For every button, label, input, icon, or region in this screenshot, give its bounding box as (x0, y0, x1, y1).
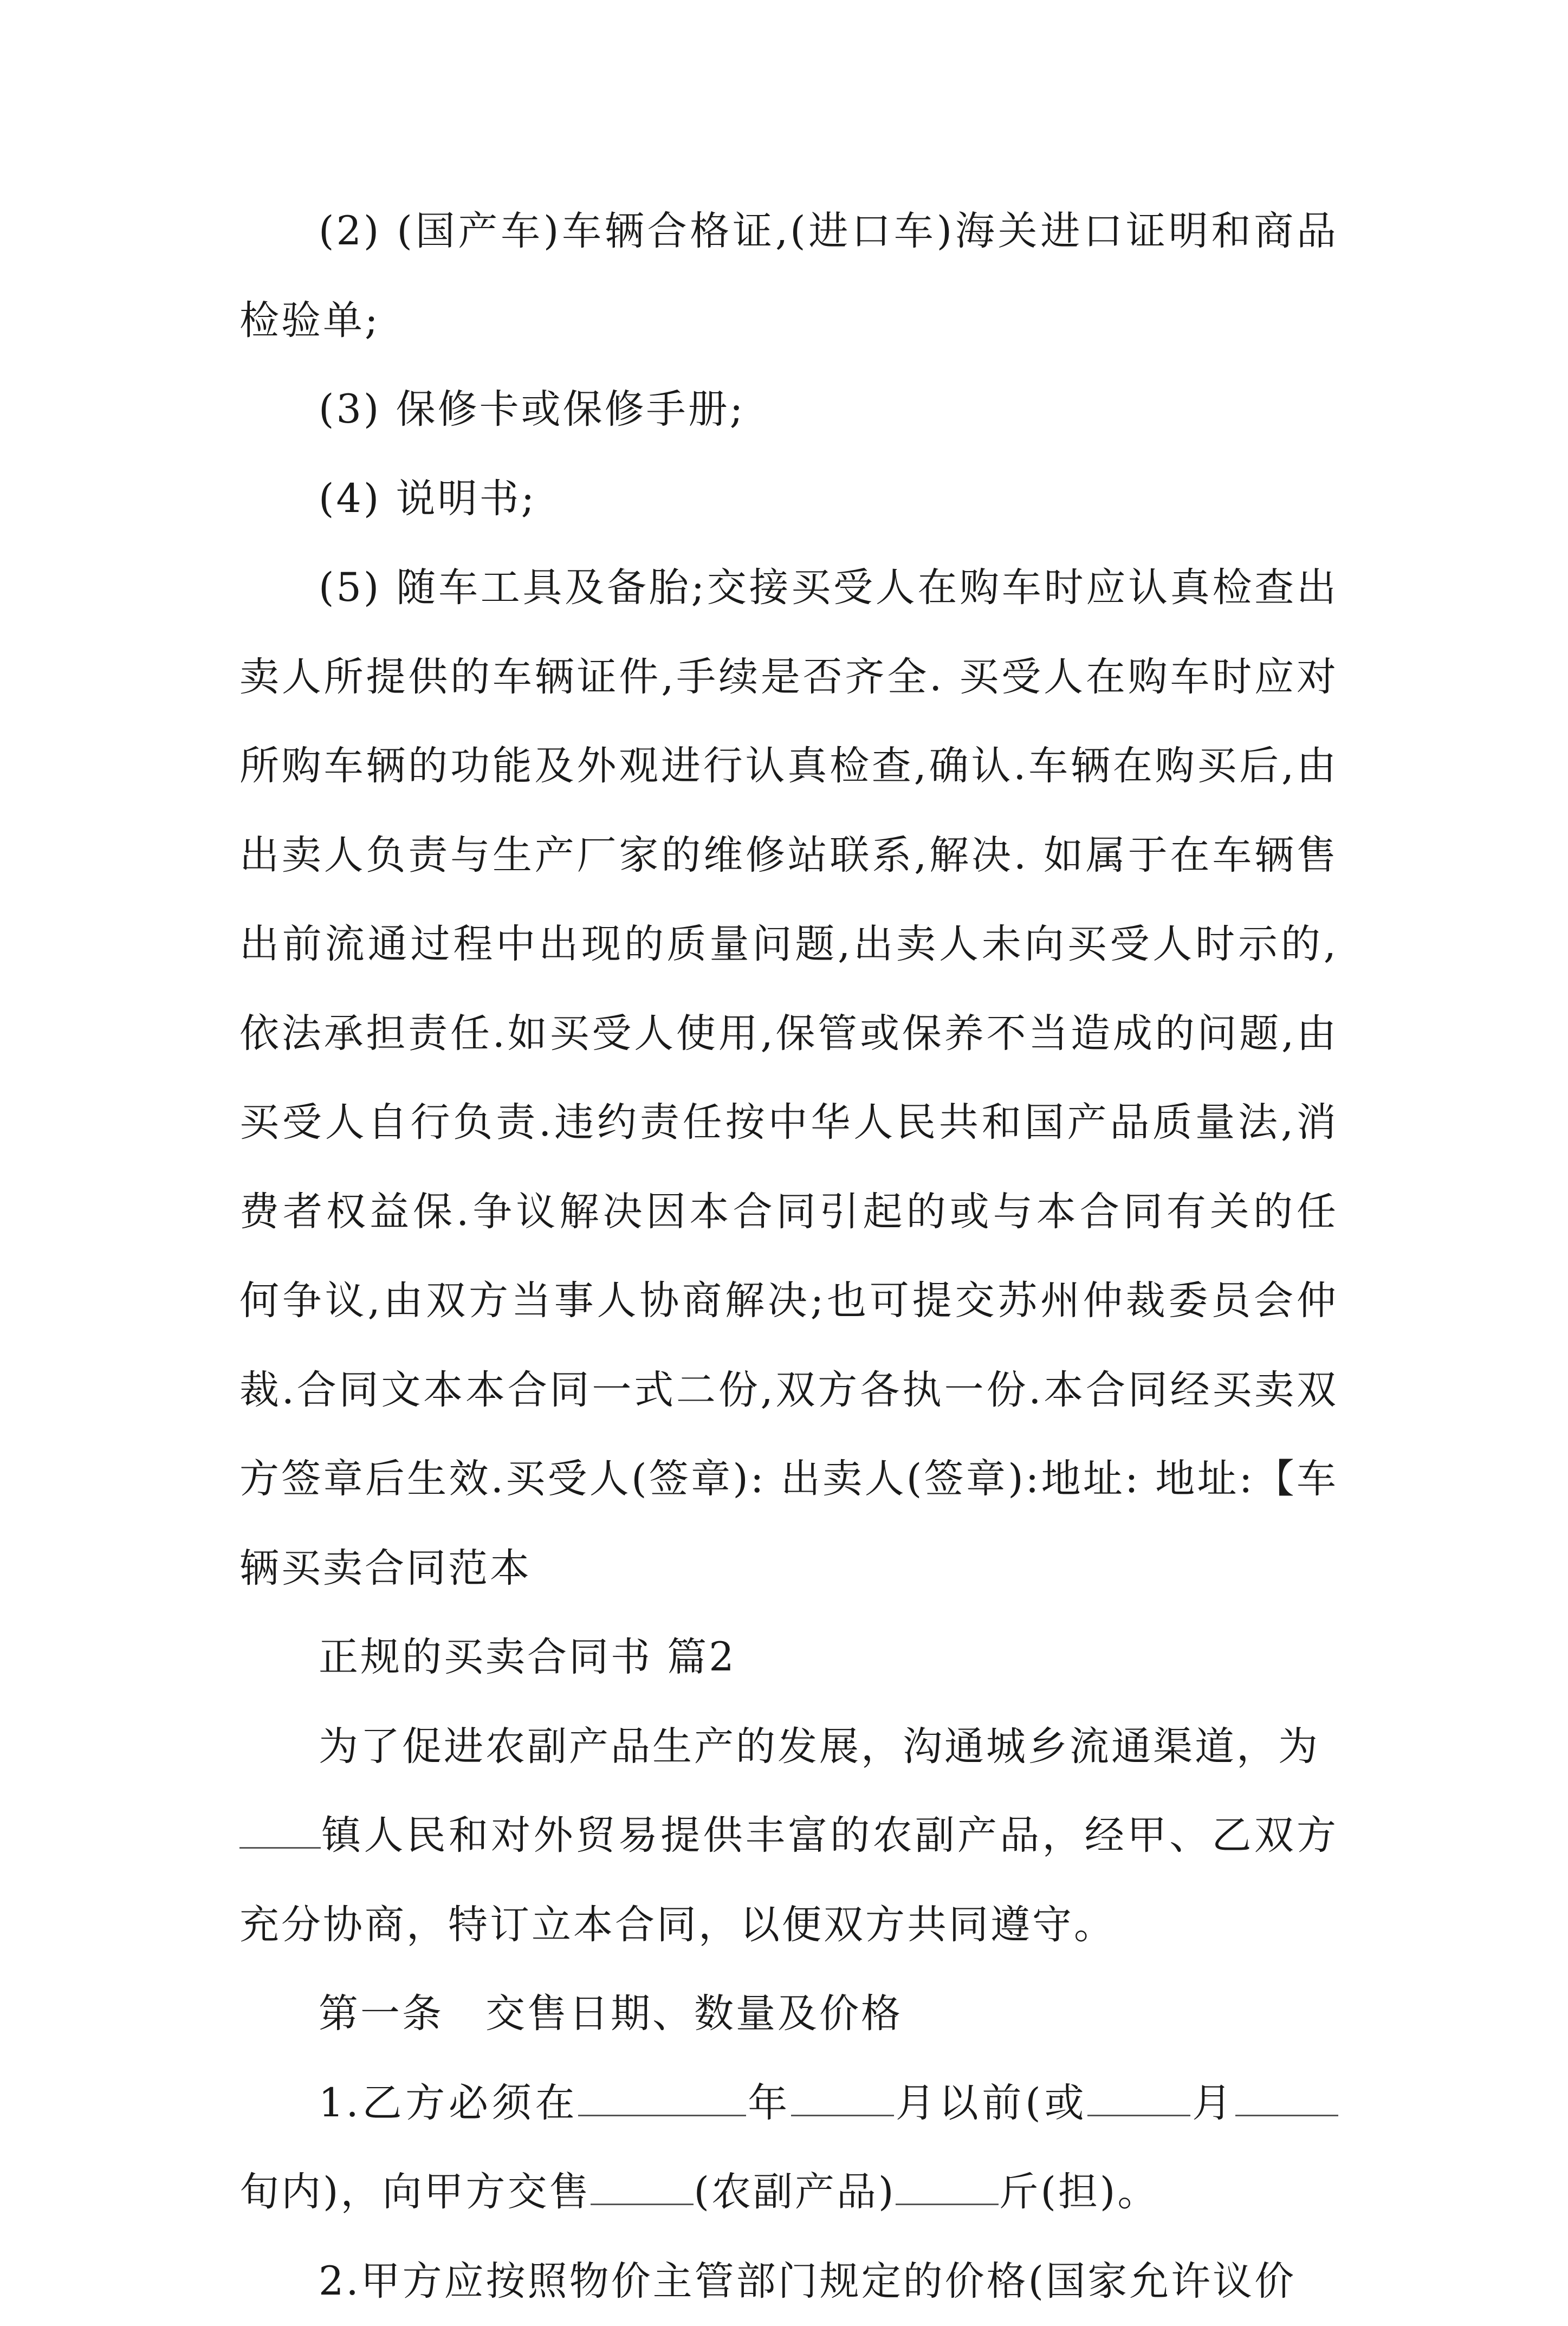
paragraph-purpose: 为了促进农副产品生产的发展，沟通城乡流通渠道，为 (239, 1702, 1338, 1792)
blank-line (591, 2171, 694, 2205)
blank-line (791, 2082, 894, 2116)
document-body (239, 187, 1338, 2326)
item-text: 1.乙方必须在 (319, 2080, 578, 2126)
paragraph-purpose-continued (239, 1791, 1338, 1969)
section-heading-part-2: 正规的买卖合同书 篇2 (239, 1613, 1338, 1702)
blank-line (896, 2171, 999, 2205)
blank-line (578, 2082, 746, 2116)
item-text: (农副产品) (694, 2169, 896, 2215)
item-text: 年 (746, 2080, 791, 2126)
paragraph-vehicle-certificate: (2) (国产车)车辆合格证,(进口车)海关进口证明和商品检验单; (239, 187, 1338, 365)
item-text: 月 (1190, 2080, 1235, 2126)
paragraph-warranty-card: (3) 保修卡或保修手册; (239, 365, 1338, 455)
item-text: 斤(担)。 (999, 2169, 1159, 2215)
blank-line (1087, 2082, 1190, 2116)
article-1-title: 第一条 交售日期、数量及价格 (239, 1969, 1338, 2059)
article-1-item-2: 2.甲方应按照物价主管部门规定的价格(国家允许议价 (239, 2237, 1338, 2326)
blank-line (239, 1815, 321, 1849)
blank-line (1235, 2082, 1338, 2116)
article-1-item-1 (239, 2059, 1338, 2237)
paragraph-manual: (4) 说明书; (239, 455, 1338, 544)
item-text: 旬内)，向甲方交售 (239, 2169, 591, 2215)
paragraph-tools-and-terms: (5) 随车工具及备胎;交接买受人在购车时应认真检查出卖人所提供的车辆证件,手续是否齐全. 买受人在购车时应对所购车辆的功能及外观进行认真检查,确认.车辆在购买后,由出卖人负责与生产厂家的维修站联系,解决. 如属于在车辆售出前流通过程中出现的质量问题,出卖人未向买受人时示的,依法承担责任.如买受人使用,保管或保养不当造成的问题,由买受人自行负责.违约责任按中华人民共和国产品质量法,消费者权益保.争议解决因本合同引起的或与本合同有关的任何争议,由双方当事人协商解决;也可提交苏州仲裁委员会仲裁.合同文本本合同一式二份,双方各执一份.本合同经买卖双方签章后生效.买受人(签章): 出卖人(签章):地址: 地址:【车辆买卖合同范本 (239, 543, 1338, 1613)
item-text: 月以前(或 (894, 2080, 1087, 2126)
paragraph-text: 镇人民和对外贸易提供丰富的农副产品，经甲、乙双方充分协商，特订立本合同，以便双方共同遵守。 (239, 1812, 1338, 1948)
